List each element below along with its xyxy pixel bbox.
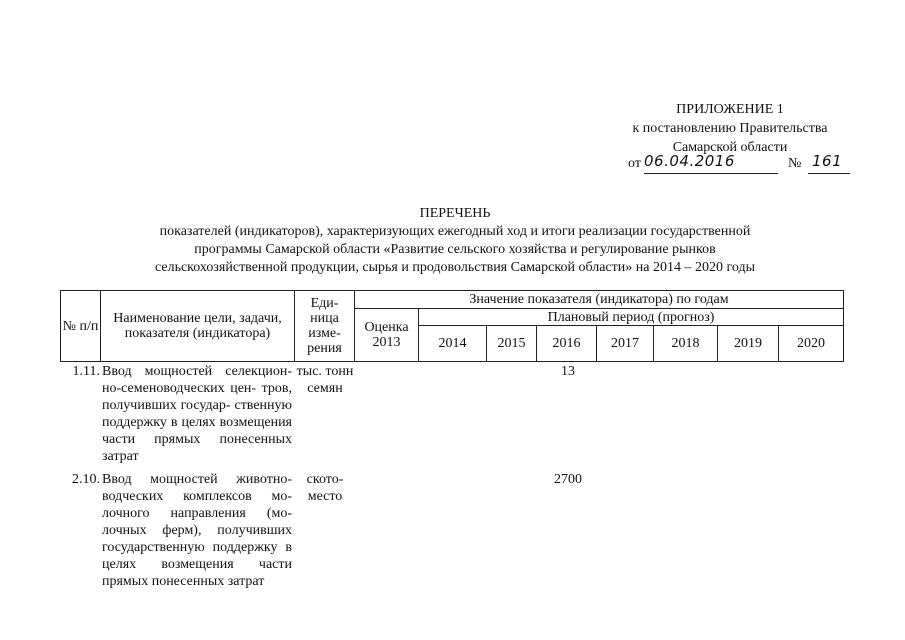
number-label: № [788, 156, 802, 171]
order-reference [628, 152, 858, 176]
appendix-block [600, 100, 860, 157]
row-name: Ввод мощностей селекцион- но-семеноводческих цен- тров, получивших государ- ственную поддержку в целях возмещения части прямых понесенных затрат [102, 364, 292, 464]
indicator-rows [60, 363, 860, 590]
heading-line-1: показателей (индикаторов), характеризующих ежегодный ход и итоги реализации государственной [159, 224, 751, 239]
appendix-title: ПРИЛОЖЕНИЕ 1 [676, 102, 784, 117]
from-label: от [628, 156, 641, 171]
row-value-2016: 2700 [554, 472, 582, 487]
header-unit: Еди- ница изме- рения [295, 291, 355, 362]
header-name: Наименование цели, задачи, показателя (индикатора) [101, 291, 295, 362]
heading-line-3: сельскохозяйственной продукции, сырья и продовольствия Самарской области» на 2014 – 2020 годы [155, 260, 755, 275]
appendix-line-2: Самарской области [672, 140, 788, 155]
table-row [60, 471, 860, 590]
row-num: 2.10. [72, 472, 100, 487]
header-num: № п/п [61, 291, 101, 362]
heading-line-2: программы Самарской области «Развитие сельского хозяйства и регулирование рынков [194, 242, 716, 257]
header-year-2016: 2016 [537, 326, 597, 362]
row-unit: ското- место [306, 472, 344, 504]
date-underline [644, 173, 778, 174]
header-year-2017: 2017 [597, 326, 654, 362]
document-heading [60, 205, 850, 277]
header-year-2019: 2019 [718, 326, 779, 362]
header-year-2020: 2020 [779, 326, 844, 362]
header-year-2014: 2014 [419, 326, 487, 362]
row-unit: тыс. тонн семян [296, 364, 354, 396]
row-name: Ввод мощностей животно- водческих комплексов мо- лочного направления (мо- лочных ферм), получивших государственную поддержку в целях возмещения части прямых понесенных затрат [102, 472, 292, 589]
table-row [60, 363, 860, 465]
header-values: Значение показателя (индикатора) по годам [355, 291, 844, 309]
header-year-2018: 2018 [654, 326, 718, 362]
number-underline [808, 173, 850, 174]
indicator-table-header [60, 290, 844, 362]
row-value-2016: 13 [561, 364, 575, 379]
header-year-2015: 2015 [487, 326, 537, 362]
header-plan: Плановый период (прогноз) [419, 309, 844, 326]
handwritten-number: 161 [812, 152, 843, 170]
header-estimate: Оценка 2013 [355, 309, 419, 362]
handwritten-date: 06.04.2016 [644, 152, 735, 170]
appendix-line-1: к постановлению Правительства [632, 121, 828, 136]
heading-title: ПЕРЕЧЕНЬ [419, 206, 491, 221]
row-num: 1.11. [72, 364, 100, 379]
